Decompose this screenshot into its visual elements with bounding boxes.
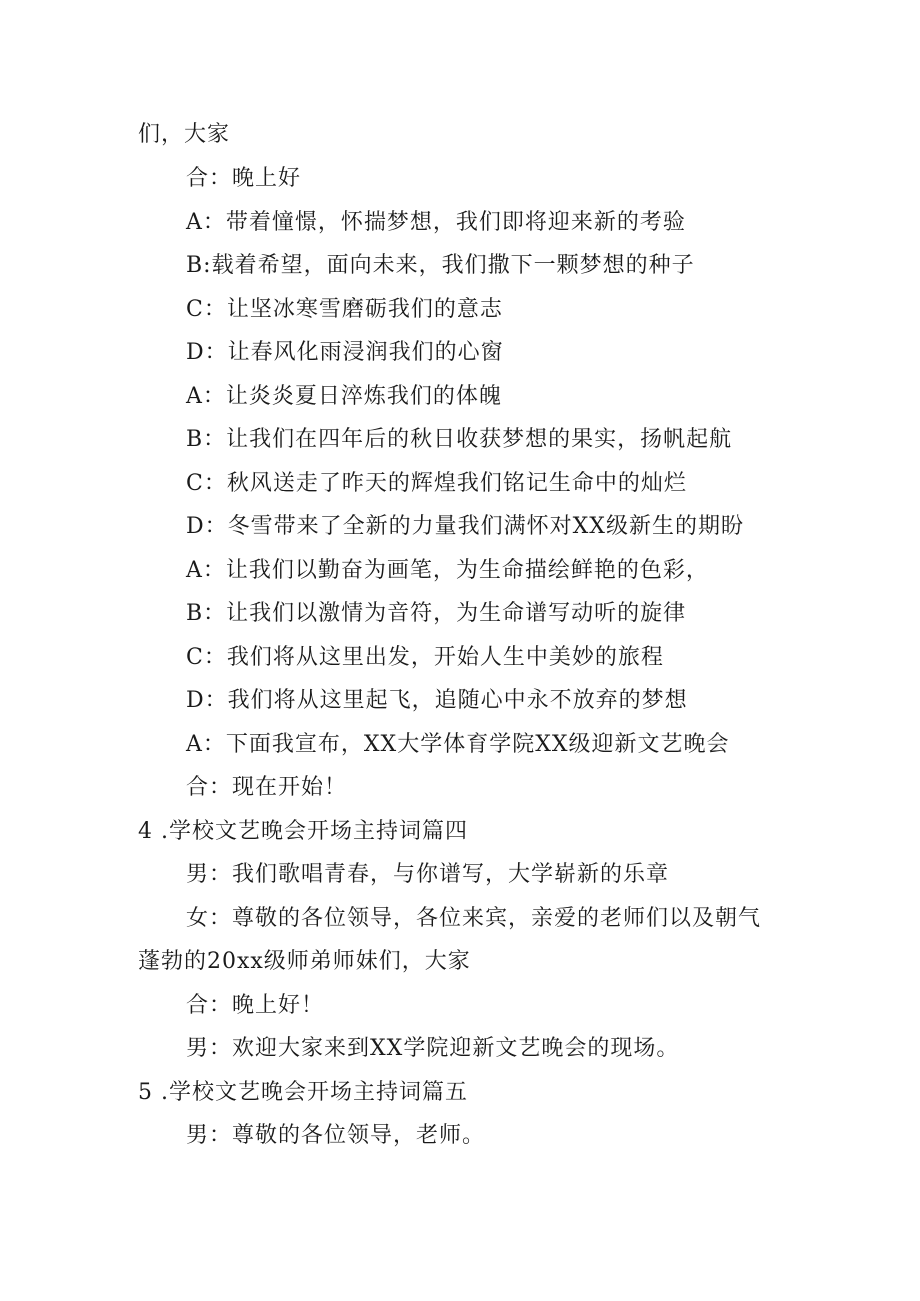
text-line: C：我们将从这里出发，开始人生中美妙的旅程	[186, 645, 664, 670]
text-line: D：让春风化雨浸润我们的心窗	[186, 340, 504, 365]
text-line: D：我们将从这里起飞，追随心中永不放弃的梦想	[186, 688, 688, 713]
text-line: B：让我们以激情为音符，为生命谱写动听的旋律	[186, 601, 687, 626]
text-line: 蓬勃的20xx级师弟师妹们，大家	[138, 949, 471, 974]
text-line: 合：现在开始！	[186, 775, 348, 800]
text-line: 男：欢迎大家来到XX学院迎新文艺晚会的现场。	[186, 1036, 680, 1061]
text-line: 男：尊敬的各位领导，老师。	[186, 1123, 486, 1148]
text-line: C：秋风送走了昨天的辉煌我们铭记生命中的灿烂	[186, 471, 687, 496]
text-line: C：让坚冰寒雪磨砺我们的意志	[186, 297, 503, 322]
text-line: 女：尊敬的各位领导，各位来宾，亲爱的老师们以及朝气	[186, 906, 762, 931]
section-heading: 4 .学校文艺晚会开场主持词篇四	[138, 819, 468, 844]
text-line: B:载着希望，面向未来，我们撒下一颗梦想的种子	[186, 253, 695, 278]
text-line: 男：我们歌唱青春，与你谱写，大学崭新的乐章	[186, 862, 670, 887]
text-line: B：让我们在四年后的秋日收获梦想的果实，扬帆起航	[186, 427, 733, 452]
text-line: D：冬雪带来了全新的力量我们满怀对XX级新生的期盼	[186, 514, 744, 539]
text-line: A：让炎炎夏日淬炼我们的体魄	[186, 384, 502, 409]
text-line: A：带着憧憬，怀揣梦想，我们即将迎来新的考验	[186, 210, 686, 235]
text-line: 合：晚上好	[186, 166, 302, 191]
text-line: 们，大家	[138, 122, 231, 147]
text-line: A：下面我宣布，XX大学体育学院XX级迎新文艺晚会	[186, 732, 730, 757]
section-heading: 5 .学校文艺晚会开场主持词篇五	[138, 1080, 468, 1105]
text-line: A：让我们以勤奋为画笔，为生命描绘鲜艳的色彩，	[186, 558, 709, 583]
text-line: 合：晚上好！	[186, 993, 325, 1018]
